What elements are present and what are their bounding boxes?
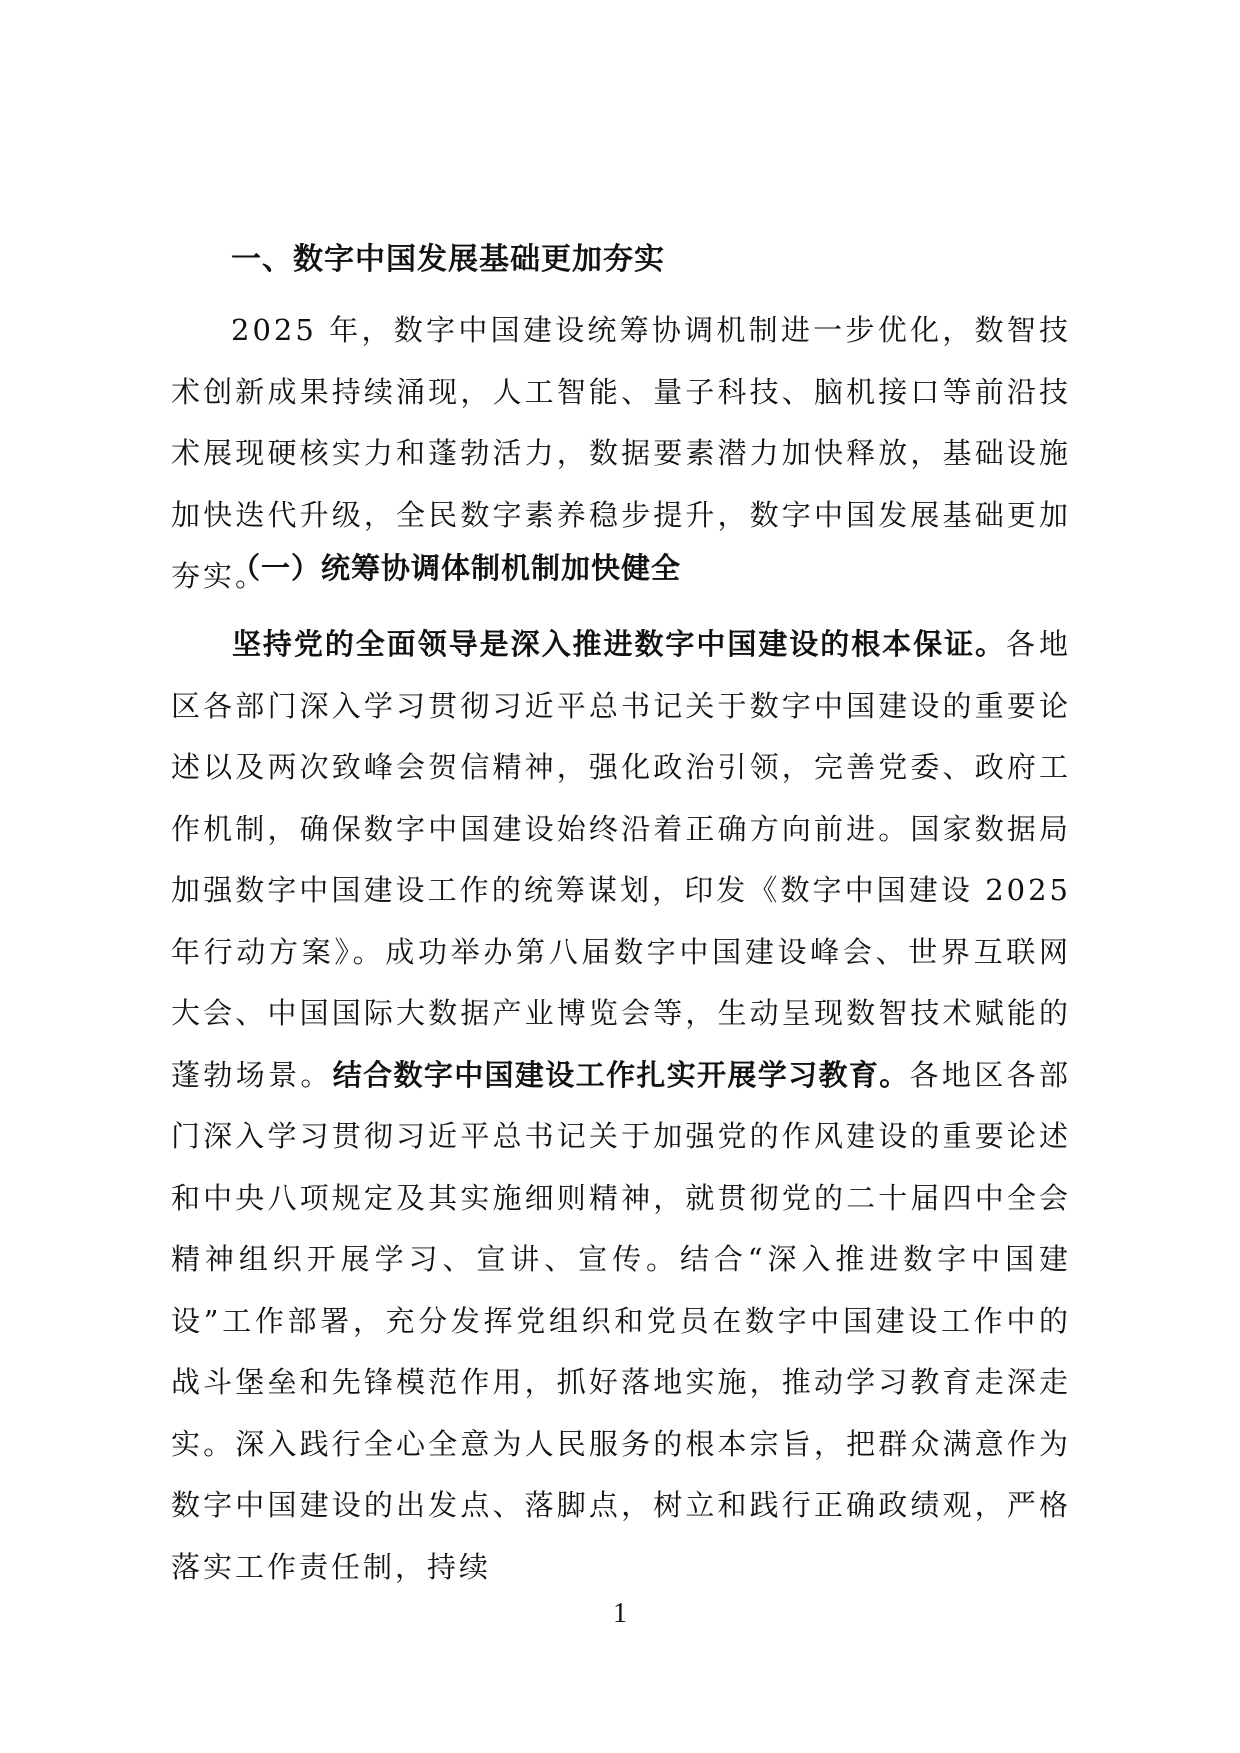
section-heading: 一、数字中国发展基础更加夯实	[231, 242, 665, 277]
bold-lead-sentence-1: 坚持党的全面领导是深入推进数字中国建设的根本保证。	[231, 627, 1007, 661]
page-number: 1	[613, 1598, 627, 1629]
sub-heading: （一）统筹协调体制机制加快健全	[231, 551, 682, 585]
body-text-1: 各地区各部门深入学习贯彻习近平总书记关于数字中国建设的重要论述以及两次致峰会贺信精神，强化政治引领，完善党委、政府工作机制，确保数字中国建设始终沿着正确方向前进。国家数据局加强数字中国建设工作的统筹谋划，印发《数字中国建设 2025 年行动方案》。成功举办第八届数字中国建设峰会、世界互联网大会、中国国际大数据产业博览会等，生动呈现数智技术赋能的蓬勃场景。	[171, 627, 1071, 1092]
body-paragraph	[171, 614, 1071, 1598]
intro-paragraph-text: 2025 年，数字中国建设统筹协调机制进一步优化，数智技术创新成果持续涌现，人工智能、量子科技、脑机接口等前沿技术展现硬核实力和蓬勃活力，数据要素潜力加快释放，基础设施加快迭代升级，全民数字素养稳步提升，数字中国发展基础更加夯实。	[171, 313, 1071, 593]
bold-lead-sentence-2: 结合数字中国建设工作扎实开展学习教育。	[332, 1057, 910, 1092]
body-text-2: 各地区各部门深入学习贯彻习近平总书记关于加强党的作风建设的重要论述和中央八项规定及其实施细则精神，就贯彻党的二十届四中全会精神组织开展学习、宣讲、宣传。结合“深入推进数字中国建设”工作部署，充分发挥党组织和党员在数字中国建设工作中的战斗堡垒和先锋模范作用，抓好落地实施，推动学习教育走深走实。深入践行全心全意为人民服务的根本宗旨，把群众满意作为数字中国建设的出发点、落脚点，树立和践行正确政绩观，严格落实工作责任制，持续	[171, 1057, 1071, 1584]
